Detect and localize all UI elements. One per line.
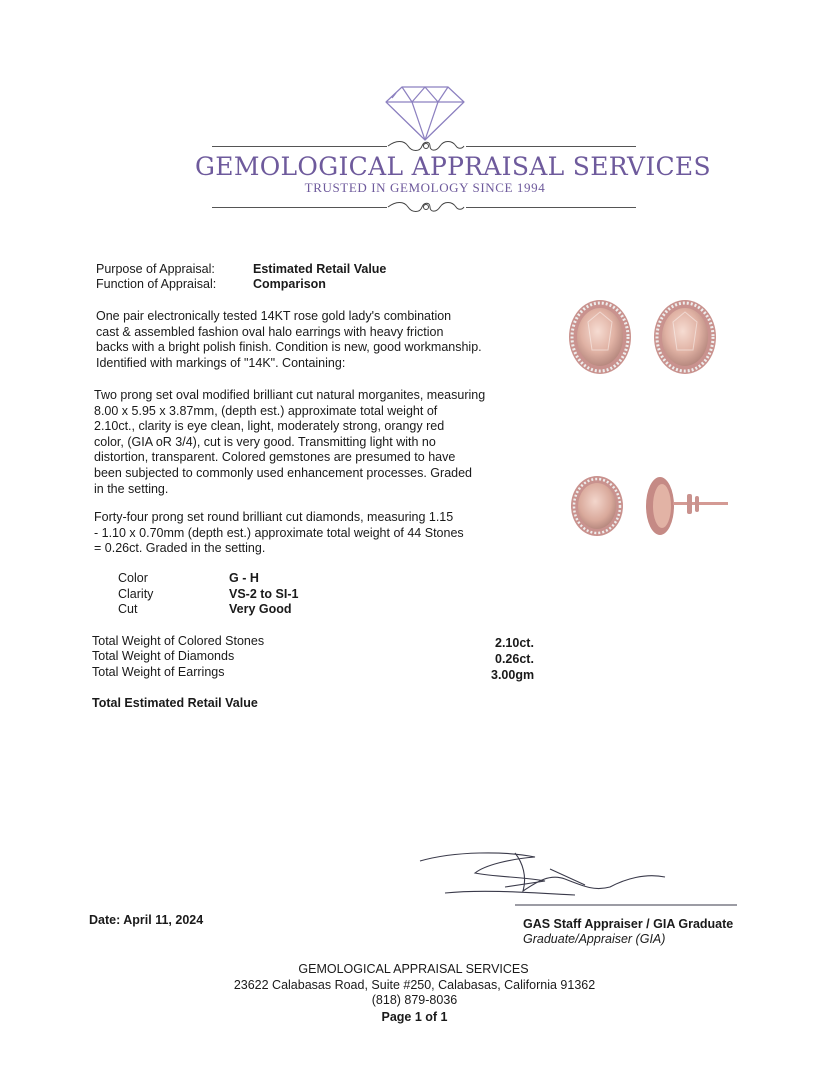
total-diamonds-label: Total Weight of Diamonds [92,649,235,663]
description-line: cast & assembled fashion oval halo earrings with heavy friction [96,324,444,339]
flourish-ornament [386,199,466,215]
item-description [96,309,482,371]
grade-label-cut: Cut [118,602,138,616]
diamond-description [94,510,464,557]
purpose-label: Purpose of Appraisal: [96,262,215,276]
description-line: = 0.26ct. Graded in the setting. [94,541,266,556]
description-line: backs with a bright polish finish. Condition is new, good workmanship. [96,340,482,355]
description-line: Forty-four prong set round brilliant cut diamonds, measuring 1.15 [94,510,454,524]
description-line: One pair electronically tested 14KT rose gold lady's combination [96,309,452,323]
morganite-description [94,388,485,497]
footer-phone: (818) 879-8036 [371,993,458,1007]
footer-company: GEMOLOGICAL APPRAISAL SERVICES [298,962,529,976]
page-number: Page 1 of 1 [381,1010,448,1024]
grade-value-clarity: VS-2 to SI-1 [229,587,299,601]
description-line: 2.10ct., clarity is eye clean, light, moderately strong, orangy red [94,419,445,434]
diamond-icon [384,84,466,142]
company-tagline: TRUSTED IN GEMOLOGY SINCE 1994 [304,180,546,195]
header-rule-bottom [212,207,387,208]
appraiser-title: GAS Staff Appraiser / GIA Graduate [523,917,734,931]
description-line: distortion, transparent. Colored gemstones are presumed to have [94,450,456,465]
purpose-value: Estimated Retail Value [253,262,387,276]
function-label: Function of Appraisal: [96,277,217,291]
total-earrings-value: 3.00gm [491,668,535,682]
company-name: GEMOLOGICAL APPRAISAL SERVICES [195,152,711,181]
description-line: been subjected to commonly used enhancement processes. Graded [94,465,473,480]
appraiser-signature [415,843,745,913]
description-line: color, (GIA oR 3/4), cut is very good. Transmitting light with no [94,434,436,449]
grade-value-color: G - H [229,571,259,585]
total-colored-value: 2.10ct. [495,636,534,650]
grade-label-clarity: Clarity [118,587,154,601]
description-line: Two prong set oval modified brilliant cut natural morganites, measuring [94,388,486,402]
grade-value-cut: Very Good [229,602,292,616]
appraiser-subtitle: Graduate/Appraiser (GIA) [523,932,666,946]
function-value: Comparison [253,277,326,291]
footer-address: 23622 Calabasas Road, Suite #250, Calabasas, California 91362 [233,978,596,992]
description-line: in the setting. [94,481,169,496]
earrings-side-photo [565,468,735,548]
total-diamonds-value: 0.26ct. [495,652,534,666]
header-rule-top [466,146,636,147]
header-rule-top [212,146,387,147]
total-colored-label: Total Weight of Colored Stones [92,634,265,648]
total-earrings-label: Total Weight of Earrings [92,665,225,679]
description-line: - 1.10 x 0.70mm (depth est.) approximate total weight of 44 Stones [94,525,464,540]
retail-value-label: Total Estimated Retail Value [92,696,258,710]
earrings-front-photo [560,292,730,382]
header-rule-bottom [466,207,636,208]
description-line: 8.00 x 5.95 x 3.87mm, (depth est.) approximate total weight of [94,403,438,418]
grade-label-color: Color [118,571,148,585]
description-line: Identified with markings of "14K". Containing: [96,355,346,370]
appraisal-date: Date: April 11, 2024 [89,913,204,927]
